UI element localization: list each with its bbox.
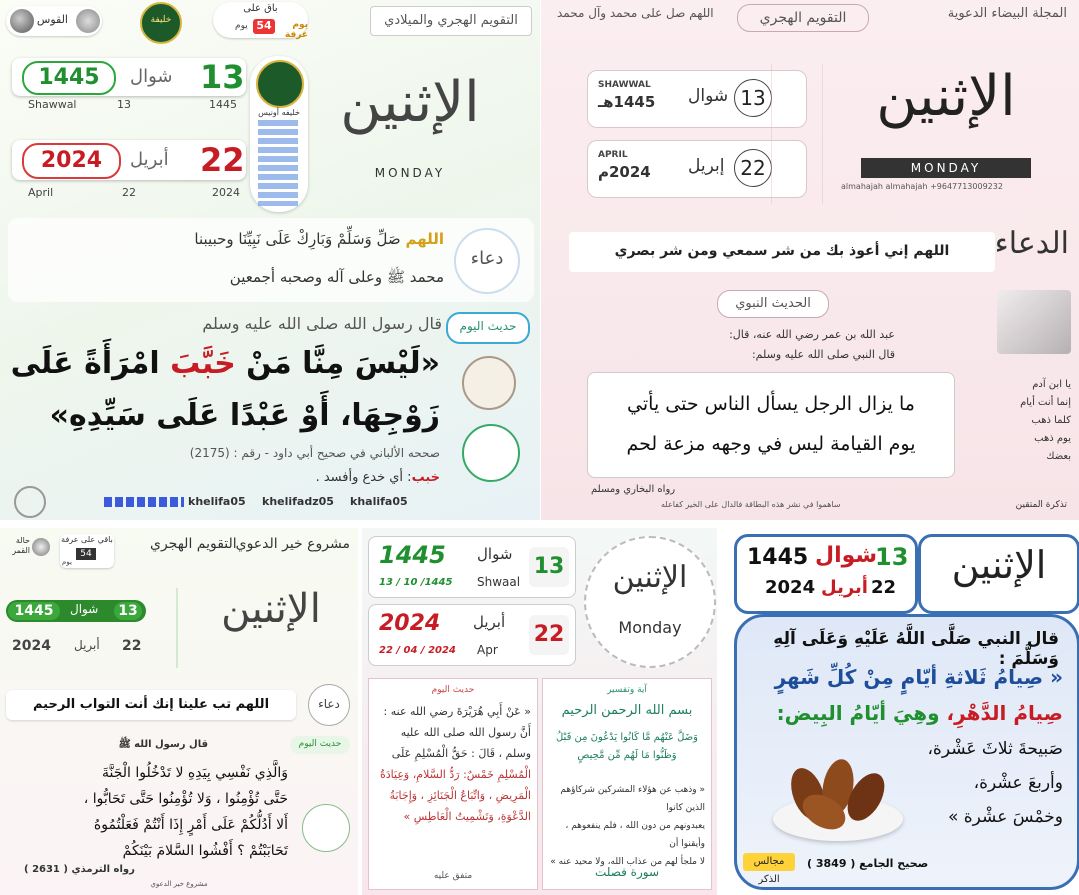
ayah-text: وَضَلَّ عَنْهُم مَّا كَانُوا يَدْعُونَ مِن قَبْلُ وَظَنُّوا مَا لَهُم مِّن مَّحِيصٍ: [555, 732, 698, 761]
social-links-list: [258, 120, 298, 206]
ayah-card: آية وتفسير بسم الله الرحمن الرحيم وَضَلَّ عَنْهُم مَّا كَانُوا يَدْعُونَ مِن قَبْلُ وَظَنُّوا مَا لَهُم مِّن مَّحِيصٍ « وذهب عن هؤلاء المشركين شركاؤهم الذين كانوا يعبدونهم من دون الله ، فلم ينفعوهم ، وأيقنوا أن لا ملجأ لهم من عذاب الله، ولا محيد عنه » سورة فصلت: [542, 678, 712, 890]
countdown-days: 54: [253, 19, 275, 34]
greg-card: 2024 أبريل 22 / 04 / 2024 Apr 22: [368, 604, 576, 666]
dua-title: الدعاء: [994, 226, 1069, 261]
header-title: التقويم الهجري والميلادي: [370, 6, 532, 36]
social-icons: [104, 497, 184, 507]
handle-telegram[interactable]: khalifa05: [350, 495, 408, 508]
header-title: مشروع خير الدعوي: [235, 536, 350, 552]
day-name-arabic: الإثنين: [876, 64, 1016, 129]
basmala: بسم الله الرحمن الرحيم: [561, 703, 693, 718]
hadith-title: الحديث النبوي: [717, 290, 829, 318]
footer: مشروع خير الدعوي: [150, 880, 208, 888]
hadith-text: « عَنْ أَبِي هُرَيْرَةَ رضي الله عنه : أَنَّ رسول الله صلى الله عليه وسلم ، قَالَ : حَقُّ الْمُسْلِمِ عَلَى الْمُسْلِمِ خَمْسٌ: رَدُّ السَّلامِ، وَعِيَادَةُ الْمَرِيضِ ، وَاتِّبَاعُ الْجَنَائِزِ ، وَإِجَابَةُ الدَّعْوَةِ، وَتَشْمِيتُ الْعَاطِسِ »: [380, 705, 531, 823]
social-line: almahajah almahajah +9647713009232: [841, 182, 1003, 191]
footer: ساهموا في نشر هذه البطاقة فالدال على الخير كفاعله: [661, 500, 841, 509]
hand-writing-image: [997, 290, 1071, 354]
ornament-divider: [176, 588, 194, 668]
hadith-intro: قال رسول الله صلى الله عليه وسلم: [202, 314, 442, 333]
hadith-card: حديث اليوم « عَنْ أَبِي هُرَيْرَةَ رضي الله عنه : أَنَّ رسول الله صلى الله عليه وسلم ، قَالَ : حَقُّ الْمُسْلِمِ عَلَى الْمُسْلِمِ خَمْسٌ: رَدُّ السَّلامِ، وَعِيَادَةُ الْمَرِيضِ ، وَاتِّبَاعُ الْجَنَائِزِ ، وَإِجَابَةُ الدَّعْوَةِ، وَتَشْمِيتُ الْعَاطِسِ » متفق عليه: [368, 678, 538, 890]
dua-box: اللهم تب علينا إنك أنت التواب الرحيم: [6, 690, 296, 720]
brand-logo: خليفة: [140, 2, 182, 44]
greg-date-box: APRIL 2024م إبريل 22: [587, 140, 807, 198]
social-column: خليفه أونيس: [250, 56, 308, 212]
ornament-badge: [462, 356, 516, 410]
greg-month: أبريل: [130, 149, 169, 170]
brand-stamp: [462, 424, 520, 482]
calendar-card-shwaal: [362, 528, 717, 895]
hadith-box: ما يزال الرجل يسأل الناس حتى يأتي يوم القيامة ليس في وجهه مزعة لحم: [587, 372, 955, 478]
ornament-divider: [771, 64, 823, 204]
calendar-card-khair: مشروع خير الدعوي التقويم الهجري باقي على عرفة 54 يوم حالة القمر 1445 شوال 13 2024 أبريل 22 الإثنين اللهم تب علينا إنك أنت التواب الرحيم دعاء حديث اليوم قال رسول الله ﷺ وَالَّذِي نَفْسِي بِيَدِهِ لا تَدْخُلُوا الْجَنَّةَ حَتَّى تُؤْمِنُوا ، وَلا تُؤْمِنُوا حَتَّى تَحَابُّوا ، أَلا أَدُلُّكُمْ عَلَى أَمْرٍ إِذَا أَنْتُمْ فَعَلْتُمُوهُ تَحَابَبْتُمْ ؟ أَفْشُوا السَّلامَ بَيْنَكُمْ رواه الترمذي ( 2631 ) مشروع خير الدعوي: [0, 528, 358, 895]
hadith-box: قال النبي صَلَّى اللَّهُ عَلَيْهِ وَعَلَى آلِهِ وَسَلَّمَ : « صِيامُ ثَلاثةِ أيّامٍ مِنْ كُلِّ شَهرٍ صِيامُ الدَّهْرِ، وهِيَ أيّامُ البِيض: صَبيحةَ ثلاثَ عَشْرة، وأربعَ عشْرة، وخمْسَ عشْرة » صحيح الجامع ( 3849 ) مجالس الذكر: [734, 614, 1079, 890]
calendar-card-white-days: [722, 528, 1079, 895]
moon-phase-icon: [76, 9, 100, 33]
hadith-text: وَالَّذِي نَفْسِي بِيَدِهِ لا تَدْخُلُوا الْجَنَّةَ حَتَّى تُؤْمِنُوا ، وَلا تُؤْمِنُوا حَتَّى تَحَابُّوا ، أَلا أَدُلُّكُمْ عَلَى أَمْرٍ إِذَا أَنْتُمْ فَعَلْتُمُوهُ تَحَابَبْتُمْ ؟ أَفْشُوا السَّلامَ بَيْنَكُمْ: [83, 765, 288, 859]
hijri-day: 13: [200, 58, 245, 96]
date-box: 1445 شوال 13 2024 أبريل 22: [734, 534, 918, 614]
brand-logo: [302, 804, 350, 852]
moon-label: القوس: [36, 13, 68, 26]
gregorian-date-pill: [12, 140, 246, 180]
poem: يا ابن آدم إنما أنت أيام كلما ذهب يوم ذهب بعضك: [1020, 379, 1071, 462]
hadith-source: صححه الألباني في صحيح أبي داود - رقم : (2175): [189, 446, 440, 460]
hadith-source: رواه الترمذي ( 2631 ): [24, 864, 135, 875]
hijri-day: 13: [734, 79, 772, 117]
hijri-date-pill: [12, 58, 246, 96]
greg-sub-row: April 22 2024: [28, 186, 240, 199]
hadith-source: رواه البخاري ومسلم: [591, 484, 676, 495]
tafsir-text: « وذهب عن هؤلاء المشركين شركاؤهم الذين كانوا يعبدونهم من دون الله ، فلم ينفعوهم ، وأيقنوا أن لا ملجأ لهم من عذاب الله، ولا محيد عنه »: [550, 785, 705, 867]
greg-day: 22: [200, 141, 245, 179]
hadith-tag: حديث اليوم: [290, 736, 350, 754]
gloss: خبب: أي خدع وأفسد .: [315, 470, 440, 485]
header-center: التقويم الهجري: [737, 4, 869, 32]
hijri-pill: 1445 شوال 13: [6, 600, 146, 622]
moon-icon: [32, 538, 50, 556]
hijri-card: 1445 شوال 13 / 10 /1445 Shwaal 13: [368, 536, 576, 598]
hijri-date-box: SHAWWAL 1445هـ شوال 13: [587, 70, 807, 128]
countdown-badge: باقي على عرفة 54 يوم: [61, 535, 113, 566]
calendar-card-mahajah: المجلة البيضاء الدعوية التقويم الهجري اللهم صل على محمد وآل محمد SHAWWAL 1445هـ شوال 13 APRIL 2024م إبريل 22 الإثنين MONDAY almahajah almahajah +9647713009232 الدعاء اللهم إني أعوذ بك من شر سمعي ومن شر بصري الحديث النبوي عبد الله بن عمر رضي الله عنه، قال: قال النبي صلى الله عليه وسلم: ما يزال الرجل يسأل الناس حتى يأتي يوم القيامة ليس في وجهه مزعة لحم رواه البخاري ومسلم يا ابن آدم إنما أنت أيام كلما ذهب يوم ذهب بعضك تذكرة المتقين ساهموا في نشر هذه البطاقة فالدال على الخير كفاعله: [541, 0, 1079, 520]
day-name-arabic: الإثنين: [221, 586, 321, 632]
dua-section: دعاء اللهم صَلِّ وَسَلِّمْ وَبَارِكْ عَلَى نَبِيِّنَا وحبيبنا محمد ﷺ وعلى آله وصحبه أجمعين: [8, 218, 534, 302]
greg-row: 2024 أبريل 22: [12, 638, 142, 654]
header-left: اللهم صل على محمد وآل محمد: [557, 6, 714, 20]
moon-icon: [10, 9, 34, 33]
day-box: الإثنين: [918, 534, 1079, 614]
footer-social-bar: [0, 492, 540, 512]
day-badge: الإثنين Monday: [584, 536, 716, 668]
dates-fruit-image: [763, 737, 913, 847]
moon-badge: [6, 6, 102, 36]
handle-instagram[interactable]: khelifa05: [188, 495, 246, 508]
brand-logo-large: [256, 60, 304, 108]
hadith-tag: حديث اليوم: [446, 312, 530, 344]
hijri-sub-row: Shawwal 13 1445: [28, 98, 237, 111]
day-name-english: MONDAY: [374, 166, 446, 180]
dua-badge: دعاء: [454, 228, 520, 294]
greg-year: 2024: [22, 143, 121, 179]
brand-badge: مجالس الذكر: [743, 853, 795, 871]
countdown-badge: باق على 54 يوم عرفة يوم: [213, 2, 308, 38]
hadith-line-1: «لَيْسَ مِنَّا مَنْ خَبَّبَ امْرَأَةً عَلَى: [10, 346, 440, 381]
greg-day: 22: [734, 149, 772, 187]
hijri-month: شوال: [130, 66, 173, 87]
dua-box: اللهم إني أعوذ بك من شر سمعي ومن شر بصري: [569, 232, 995, 272]
header-right: المجلة البيضاء الدعوية: [947, 6, 1067, 21]
hijri-year: 1445: [22, 61, 116, 95]
calendar-card-khelifa: [0, 0, 540, 520]
footer-logo: [14, 486, 46, 518]
handle-twitter[interactable]: khelifadz05: [262, 495, 334, 508]
day-name-arabic: الإثنين: [340, 70, 480, 135]
dua-badge: دعاء: [308, 684, 350, 726]
hadith-line-2: زَوْجِهَا، أَوْ عَبْدًا عَلَى سَيِّدِهِ»: [49, 398, 440, 433]
day-name-english: MONDAY: [861, 158, 1031, 178]
